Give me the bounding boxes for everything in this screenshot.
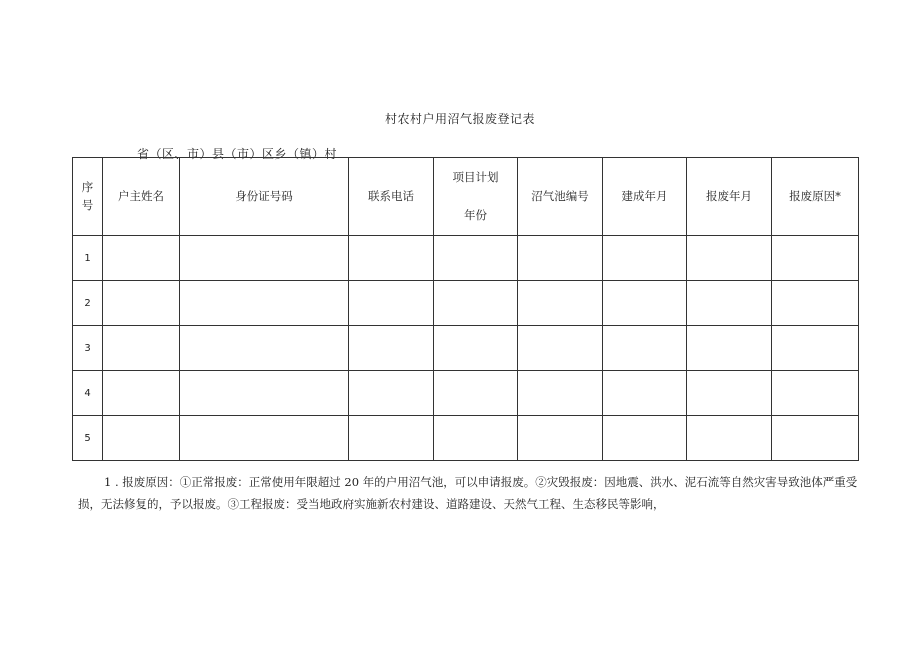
header-row xyxy=(73,158,859,236)
cell-phone[interactable] xyxy=(349,326,434,371)
cell-phone[interactable] xyxy=(349,416,434,461)
cell-tank-number[interactable] xyxy=(518,371,603,416)
cell-tank-number[interactable] xyxy=(518,416,603,461)
registration-table xyxy=(72,157,859,461)
cell-built-date[interactable] xyxy=(603,281,687,326)
table-row xyxy=(73,236,859,281)
cell-id-number[interactable] xyxy=(180,416,349,461)
cell-project-year[interactable] xyxy=(434,326,518,371)
table-row xyxy=(73,416,859,461)
cell-id-number[interactable] xyxy=(180,281,349,326)
form-title: 村农村户用沼气报废登记表 xyxy=(384,112,535,126)
header-seq: 序 号 xyxy=(73,158,103,236)
cell-scrap-date[interactable] xyxy=(687,326,772,371)
cell-project-year[interactable] xyxy=(434,416,518,461)
cell-built-date[interactable] xyxy=(603,371,687,416)
cell-id-number[interactable] xyxy=(180,236,349,281)
cell-phone[interactable] xyxy=(349,281,434,326)
cell-id-number[interactable] xyxy=(180,371,349,416)
cell-scrap-reason[interactable] xyxy=(772,236,859,281)
cell-owner-name[interactable] xyxy=(103,281,180,326)
row-seq: 2 xyxy=(73,281,103,326)
cell-tank-number[interactable] xyxy=(518,281,603,326)
header-id-number: 身份证号码 xyxy=(180,158,349,236)
cell-built-date[interactable] xyxy=(603,416,687,461)
row-seq: 4 xyxy=(73,371,103,416)
cell-project-year[interactable] xyxy=(434,236,518,281)
cell-tank-number[interactable] xyxy=(518,326,603,371)
row-seq: 5 xyxy=(73,416,103,461)
table-row xyxy=(73,281,859,326)
table-row xyxy=(73,326,859,371)
cell-scrap-reason[interactable] xyxy=(772,281,859,326)
footnote: 1 . 报废原因：①正常报废：正常使用年限超过 20 年的户用沼气池，可以申请报废。②灾毁报废：因地震、洪水、泥石流等自然灾害导致池体严重受损，无法修复的，予以报废。③工程报废：受当地政府实施新农村建设、道路建设、天然气工程、生态移民等影响， xyxy=(78,475,858,511)
row-seq: 3 xyxy=(73,326,103,371)
header-owner-name: 户主姓名 xyxy=(103,158,180,236)
cell-owner-name[interactable] xyxy=(103,416,180,461)
cell-scrap-date[interactable] xyxy=(687,236,772,281)
cell-tank-number[interactable] xyxy=(518,236,603,281)
cell-phone[interactable] xyxy=(349,236,434,281)
region-line: 省（区、市）县（市）区乡（镇）村 xyxy=(137,147,338,161)
cell-built-date[interactable] xyxy=(603,236,687,281)
cell-phone[interactable] xyxy=(349,371,434,416)
header-scrap-date: 报废年月 xyxy=(687,158,772,236)
cell-scrap-date[interactable] xyxy=(687,416,772,461)
table-row xyxy=(73,371,859,416)
cell-owner-name[interactable] xyxy=(103,371,180,416)
header-scrap-reason: 报废原因* xyxy=(772,158,859,236)
header-tank-number: 沼气池编号 xyxy=(518,158,603,236)
header-phone: 联系电话 xyxy=(349,158,434,236)
cell-project-year[interactable] xyxy=(434,281,518,326)
cell-built-date[interactable] xyxy=(603,326,687,371)
cell-scrap-date[interactable] xyxy=(687,371,772,416)
cell-scrap-reason[interactable] xyxy=(772,416,859,461)
cell-id-number[interactable] xyxy=(180,326,349,371)
header-built-date: 建成年月 xyxy=(603,158,687,236)
cell-project-year[interactable] xyxy=(434,371,518,416)
cell-owner-name[interactable] xyxy=(103,236,180,281)
cell-scrap-reason[interactable] xyxy=(772,326,859,371)
cell-scrap-date[interactable] xyxy=(687,281,772,326)
header-project-year: 项目计划 年份 xyxy=(434,158,518,236)
cell-owner-name[interactable] xyxy=(103,326,180,371)
row-seq: 1 xyxy=(73,236,103,281)
cell-scrap-reason[interactable] xyxy=(772,371,859,416)
